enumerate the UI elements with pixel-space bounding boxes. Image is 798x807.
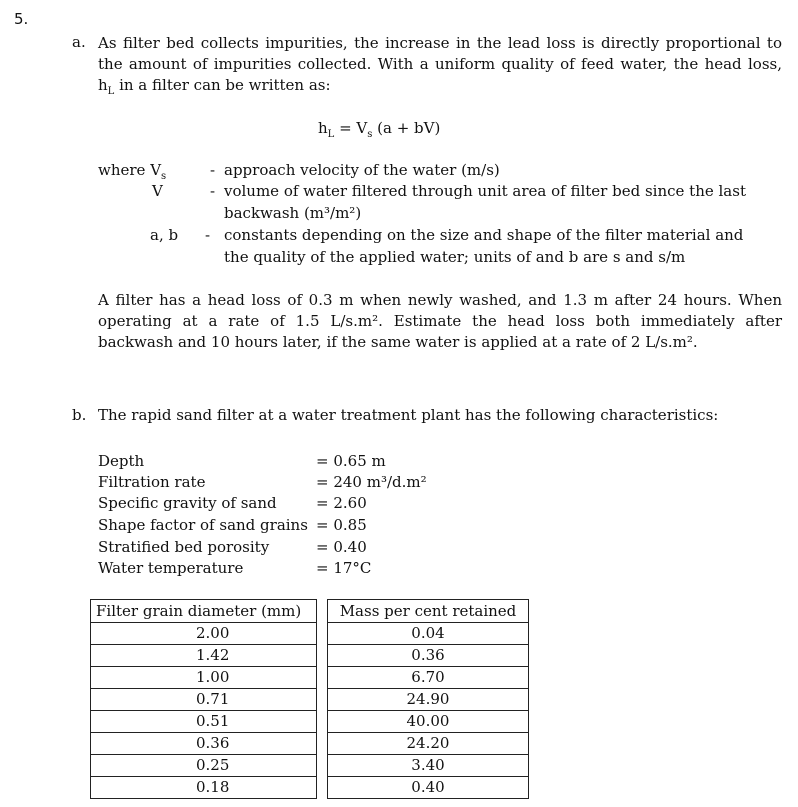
head-loss-formula: $h_L = V_s$ (a + bV) xyxy=(318,119,441,140)
intro-line-3: $h_L$ in a filter can be written as: xyxy=(98,76,331,97)
property-value: = 17°C xyxy=(316,559,372,577)
table-cell: 0.40 xyxy=(328,777,529,799)
table-header-row xyxy=(91,600,529,623)
property-value: = 240 m³/d.m² xyxy=(316,473,427,491)
question-number: 5. xyxy=(14,10,29,28)
table-cell: 0.51 xyxy=(91,711,317,733)
property-name: Stratified bed porosity xyxy=(98,538,270,556)
table-row xyxy=(91,733,529,755)
table-cell: 0.18 xyxy=(91,777,317,799)
where-desc-ab-line1: constants depending on the size and shape of the filter material and xyxy=(224,226,744,244)
where-desc-vs: approach velocity of the water (m/s) xyxy=(224,161,500,179)
table-cell: 1.42 xyxy=(91,645,317,667)
property-value: = 0.40 xyxy=(316,538,367,556)
table-cell: 24.20 xyxy=(328,733,529,755)
property-name: Water temperature xyxy=(98,559,244,577)
where-desc-ab-line2: the quality of the applied water; units of and b are s and s/m xyxy=(224,248,686,266)
part-b-label: b. xyxy=(72,406,87,424)
problem-line-3: backwash and 10 hours later, if the same water is applied at a rate of 2 L/s.m². xyxy=(98,333,698,351)
table-row xyxy=(91,711,529,733)
column-header: Filter grain diameter (mm) xyxy=(91,600,317,623)
property-value: = 0.85 xyxy=(316,516,367,534)
table-row xyxy=(91,667,529,689)
property-value: = 0.65 m xyxy=(316,452,386,470)
property-value: = 2.60 xyxy=(316,494,367,512)
table-row xyxy=(91,645,529,667)
property-name: Depth xyxy=(98,452,145,470)
table-cell: 2.00 xyxy=(91,623,317,645)
where-key-v: V xyxy=(152,182,163,200)
table-cell: 1.00 xyxy=(91,667,317,689)
part-a-label: a. xyxy=(72,33,86,51)
property-name: Shape factor of sand grains xyxy=(98,516,308,534)
table-cell: 0.36 xyxy=(328,645,529,667)
table-cell: 3.40 xyxy=(328,755,529,777)
table-cell: 0.36 xyxy=(91,733,317,755)
table-cell: 24.90 xyxy=(328,689,529,711)
where-desc-v-line1: volume of water filtered through unit area of filter bed since the last xyxy=(224,182,746,200)
where-key-ab: a, b xyxy=(150,226,179,244)
intro-line-2: the amount of impurities collected. With a uniform quality of feed water, the head loss, xyxy=(98,55,782,73)
table-cell: 0.71 xyxy=(91,689,317,711)
where-key-vs: where $V_s$ xyxy=(98,161,167,182)
problem-line-2: operating at a rate of 1.5 L/s.m². Estimate the head loss both immediately after xyxy=(98,312,782,330)
where-dash: - xyxy=(205,226,211,244)
property-name: Specific gravity of sand xyxy=(98,494,277,512)
table-row xyxy=(91,755,529,777)
grain-size-table xyxy=(90,599,529,799)
where-dash: - xyxy=(210,182,216,200)
column-header: Mass per cent retained xyxy=(328,600,529,623)
part-b-intro: The rapid sand filter at a water treatment plant has the following characteristics: xyxy=(98,406,719,424)
intro-line-1: As filter bed collects impurities, the increase in the lead loss is directly proportional to xyxy=(98,34,782,52)
table-cell: 0.04 xyxy=(328,623,529,645)
where-dash: - xyxy=(210,161,216,179)
table-cell: 6.70 xyxy=(328,667,529,689)
table-cell: 0.25 xyxy=(91,755,317,777)
table-row xyxy=(91,777,529,799)
part-a-problem xyxy=(98,290,782,353)
problem-line-1: A filter has a head loss of 0.3 m when newly washed, and 1.3 m after 24 hours. When xyxy=(98,291,782,309)
property-name: Filtration rate xyxy=(98,473,206,491)
table-cell: 40.00 xyxy=(328,711,529,733)
part-a-intro xyxy=(98,33,782,102)
where-desc-v-line2: backwash (m³/m²) xyxy=(224,204,362,222)
table-row xyxy=(91,689,529,711)
table-row xyxy=(91,623,529,645)
